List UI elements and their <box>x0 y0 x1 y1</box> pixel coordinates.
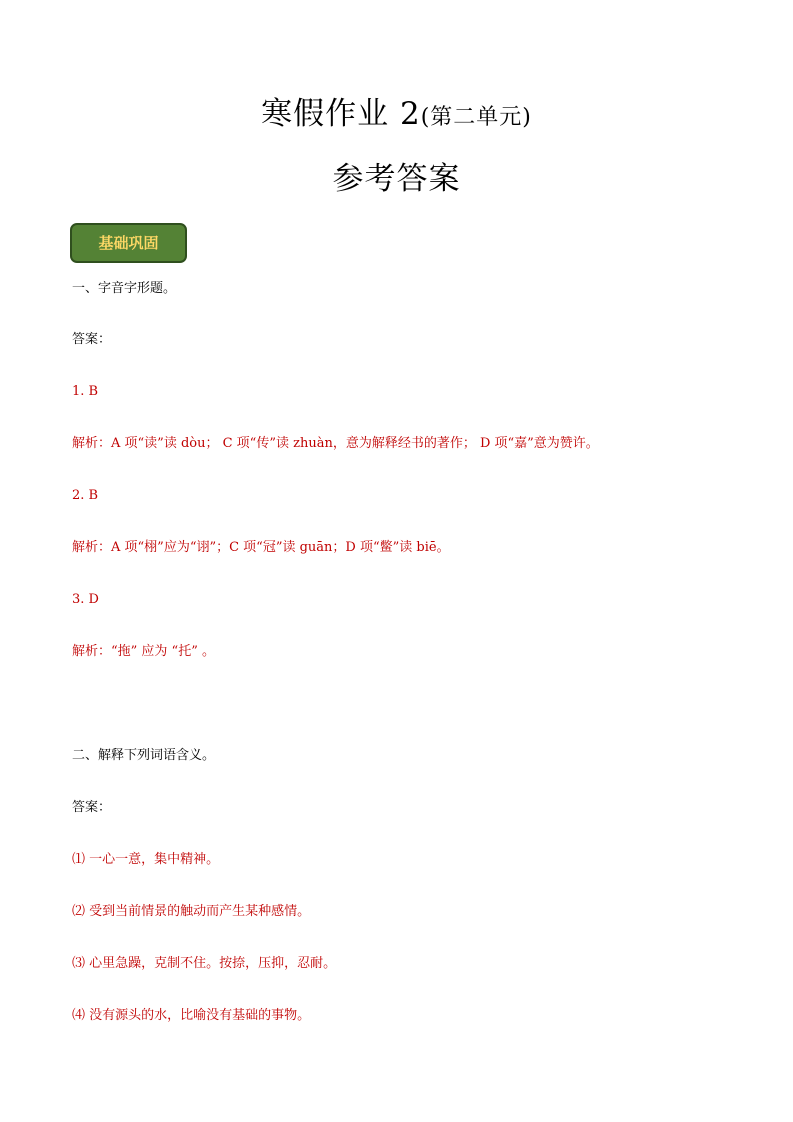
definition-1: ⑴ 一心一意，集中精神。 <box>72 852 220 867</box>
section-badge: 基础巩固 <box>70 223 187 263</box>
answer-2-explanation: 解析：A 项“栩”应为“诩”；C 项“冠”读 guān；D 项“鳖”读 biē。 <box>72 540 450 555</box>
answer-3-explanation: 解析：“拖” 应为 “托” 。 <box>72 644 215 659</box>
page-title <box>0 92 793 140</box>
answer-3-number: 3. D <box>72 592 99 607</box>
page-subtitle: 参考答案 <box>332 161 461 197</box>
definition-4: ⑷ 没有源头的水，比喻没有基础的事物。 <box>72 1008 311 1023</box>
section1-heading: 一、字音字形题。 <box>72 281 177 296</box>
answer-1-explanation: 解析：A 项“读”读 dòu； C 项“传”读 zhuàn，意为解释经书的著作； D 项“嘉”意为赞许。 <box>72 436 599 451</box>
title-paren-text: (第二单元) <box>420 105 532 130</box>
answer-1-number: 1. B <box>72 384 99 399</box>
answer-2-number: 2. B <box>72 488 99 503</box>
definition-3: ⑶ 心里急躁，克制不住。按捺，压抑，忍耐。 <box>72 956 337 971</box>
section2-heading: 二、解释下列词语含义。 <box>72 748 216 763</box>
title-main-text: 寒假作业 2 <box>261 96 421 132</box>
definition-2: ⑵ 受到当前情景的触动而产生某种感情。 <box>72 904 311 919</box>
section1-answer-label: 答案： <box>72 332 112 347</box>
section2-answer-label: 答案： <box>72 800 112 815</box>
